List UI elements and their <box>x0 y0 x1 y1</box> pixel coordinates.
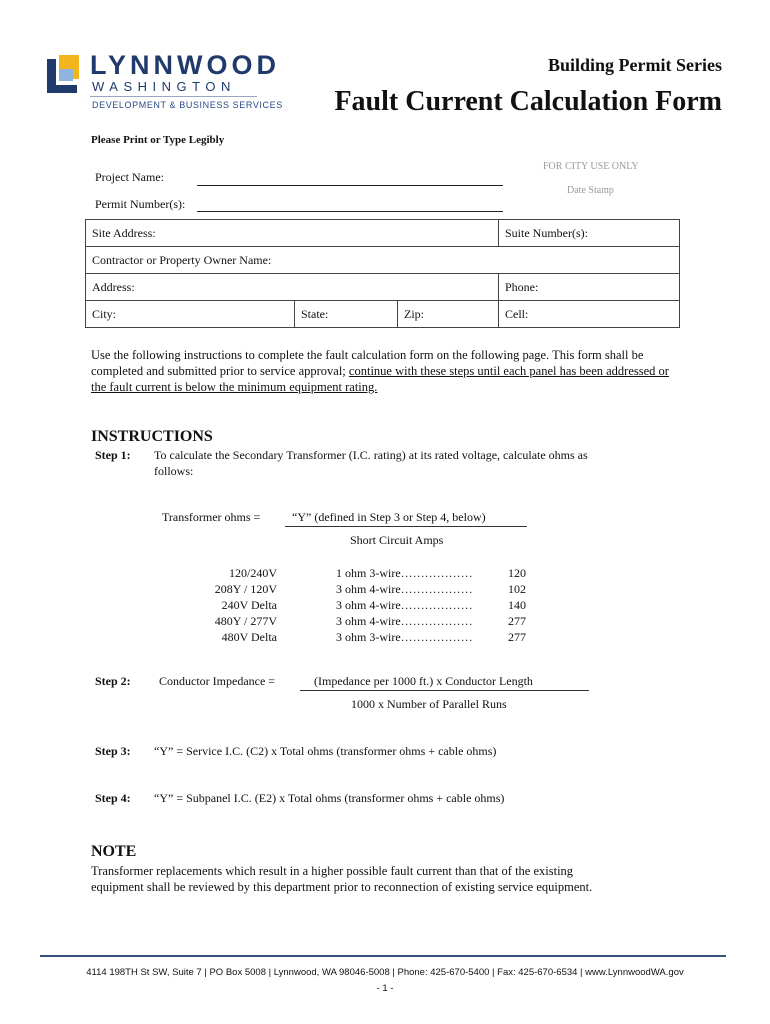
step3-text: “Y” = Service I.C. (C2) x Total ohms (transformer ohms + cable ohms) <box>154 744 497 758</box>
wire-item: 3 ohm 4-wire……………… <box>336 582 473 596</box>
formula1-denominator: Short Circuit Amps <box>350 533 444 547</box>
formula2-numerator: (Impedance per 1000 ft.) x Conductor Length <box>314 674 533 688</box>
wire-item: 3 ohm 4-wire……………… <box>336 614 473 628</box>
logo-divider <box>90 96 257 97</box>
footer-divider <box>40 955 726 957</box>
series-title: Building Permit Series <box>548 55 722 75</box>
logo-state: WASHINGTON <box>92 79 236 94</box>
city-logo-icon <box>47 55 83 95</box>
value-item: 120 <box>508 566 526 580</box>
wire-item: 3 ohm 4-wire……………… <box>336 598 473 612</box>
wire-item: 3 ohm 3-wire……………… <box>336 630 473 644</box>
contractor-name-field[interactable]: Contractor or Property Owner Name: <box>86 247 680 274</box>
logo-department: DEVELOPMENT & BUSINESS SERVICES <box>92 100 283 110</box>
formula2-fraction-bar <box>300 690 589 691</box>
wire-column <box>336 565 496 645</box>
formula2-denominator: 1000 x Number of Parallel Runs <box>351 697 507 711</box>
value-column <box>508 565 526 645</box>
page-title: Fault Current Calculation Form <box>334 86 722 117</box>
intro-text: Use the following instructions to complete the fault calculation form on the following page. This form shall be completed and submitted prior to service approval; <box>91 348 644 378</box>
address-field[interactable]: Address: <box>86 274 499 301</box>
voltage-item: 480Y / 277V <box>214 614 277 628</box>
wire-item: 1 ohm 3-wire……………… <box>336 566 473 580</box>
zip-field[interactable]: Zip: <box>398 301 499 328</box>
step2-label: Step 2: <box>95 674 131 688</box>
date-stamp-label: Date Stamp <box>567 185 614 196</box>
step1-text: To calculate the Secondary Transformer (I.C. rating) at its rated voltage, calculate ohms as <box>154 448 588 462</box>
intro-paragraph <box>91 347 686 395</box>
value-item: 277 <box>508 630 526 644</box>
city-use-label: FOR CITY USE ONLY <box>543 161 639 172</box>
step1-text-cont: follows: <box>154 464 194 478</box>
conductor-impedance-label: Conductor Impedance = <box>159 674 276 688</box>
footer-address: 4114 198TH St SW, Suite 7 | PO Box 5008 | Lynnwood, WA 98046-5008 | Phone: 425-670-5400 | Fax: 425-670-6534 | www.LynnwoodWA.gov <box>86 967 684 978</box>
print-notice: Please Print or Type Legibly <box>91 134 225 146</box>
step4-label: Step 4: <box>95 791 131 805</box>
formula1-numerator: “Y” (defined in Step 3 or Step 4, below) <box>292 510 486 524</box>
logo-wordmark: LYNNWOOD <box>90 50 281 80</box>
instructions-heading: INSTRUCTIONS <box>91 428 213 445</box>
project-name-field[interactable] <box>197 185 503 186</box>
project-name-label: Project Name: <box>95 170 164 184</box>
voltage-item: 120/240V <box>229 566 277 580</box>
applicant-info-table <box>85 219 680 328</box>
site-address-field[interactable]: Site Address: <box>86 220 499 247</box>
transformer-ohms-label: Transformer ohms = <box>162 510 261 524</box>
value-item: 277 <box>508 614 526 628</box>
step4-text: “Y” = Subpanel I.C. (E2) x Total ohms (transformer ohms + cable ohms) <box>154 791 505 805</box>
note-heading: NOTE <box>91 843 137 860</box>
voltage-item: 208Y / 120V <box>214 582 277 596</box>
city-field[interactable]: City: <box>86 301 295 328</box>
cell-field[interactable]: Cell: <box>499 301 680 328</box>
phone-field[interactable]: Phone: <box>499 274 680 301</box>
step3-label: Step 3: <box>95 744 131 758</box>
permit-number-label: Permit Number(s): <box>95 197 186 211</box>
voltage-item: 480V Delta <box>221 630 277 644</box>
formula1-fraction-bar <box>285 526 527 527</box>
voltage-item: 240V Delta <box>221 598 277 612</box>
step1-label: Step 1: <box>95 448 131 462</box>
intro-underlined: continue with these steps until each panel has been addressed or the fault current is below the minimum equipment rating. <box>91 364 669 394</box>
page-number: - 1 - <box>376 983 394 994</box>
value-item: 140 <box>508 598 526 612</box>
note-line-1: Transformer replacements which result in a higher possible fault current than that of the existing <box>91 864 574 878</box>
note-line-2: equipment shall be reviewed by this department prior to reconnection of existing service equipment. <box>91 880 593 894</box>
state-field[interactable]: State: <box>295 301 398 328</box>
suite-number-field[interactable]: Suite Number(s): <box>499 220 680 247</box>
value-item: 102 <box>508 582 526 596</box>
permit-number-field[interactable] <box>197 211 503 212</box>
voltage-column <box>150 565 277 645</box>
